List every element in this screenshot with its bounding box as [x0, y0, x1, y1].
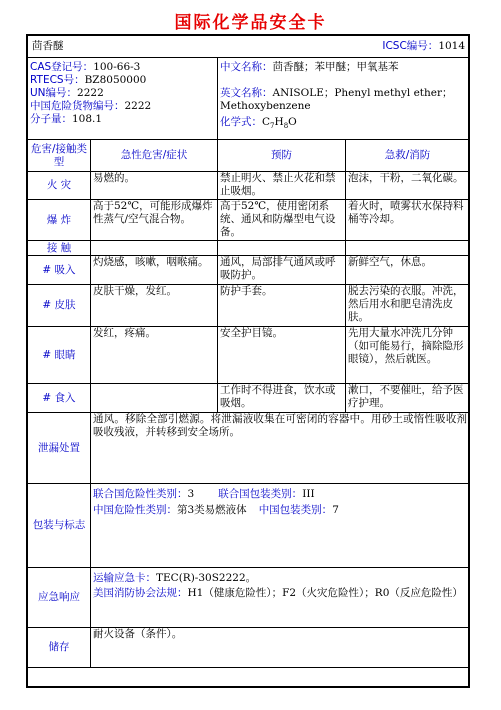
- inhalation-label: # 吸入: [28, 256, 91, 285]
- inhalation-acute: 灼烧感，咳嗽，咽喉痛。: [91, 256, 218, 285]
- ident-right: [218, 58, 470, 140]
- spill-label: 泄漏处置: [28, 413, 91, 484]
- un-row: UN编号：2222: [30, 87, 104, 99]
- explosion-prevention: 高于52℃，使用密闭系统、通风和防爆型电气设备。: [218, 200, 346, 241]
- header-row: [28, 36, 470, 58]
- page-title: 国际化学品安全卡: [174, 13, 327, 33]
- skin-label: # 皮肤: [28, 285, 91, 327]
- explosion-acute: 高于52℃，可能形成爆炸性蒸气/空气混合物。: [91, 200, 218, 241]
- contact-label: 接 触: [28, 241, 91, 256]
- fire-prevention: 禁止明火、禁止火花和禁止吸烟。: [218, 172, 346, 200]
- safety-card-table: [27, 35, 470, 668]
- inhalation-row: [28, 256, 470, 285]
- ingestion-row: [28, 384, 470, 413]
- column-header-row: [28, 140, 470, 172]
- packaging-label: 包装与标志: [28, 484, 91, 568]
- emergency-content: [91, 568, 470, 628]
- identification-row: [28, 58, 470, 140]
- cn-danger-row: 中国危险货物编号：2222: [30, 100, 152, 112]
- spill-text: 通风。移除全部引燃源。将泄漏液收集在可密闭的容器中。用砂土或惰性吸收剂吸收残液，并转移到安全场所。: [91, 413, 470, 484]
- eyes-firstaid: 先用大量水冲洗几分钟（如可能易行，摘除隐形眼镜），然后就医。: [346, 327, 470, 384]
- un-class-row: 联合国危险性类别：3 联合国包装类别：III: [93, 488, 315, 500]
- explosion-row: [28, 200, 470, 241]
- ingestion-acute: [91, 384, 218, 413]
- col-prevention: 预防: [218, 140, 346, 172]
- formula-row: 化学式：$C_7H_8O$: [220, 116, 297, 131]
- cn-class-row: 中国危险性类别：第3类易燃液体 中国包装类别：7: [93, 504, 339, 516]
- fire-firstaid: 泡沫，干粉，二氧化碳。: [346, 172, 470, 200]
- eyes-prevention: 安全护目镜。: [218, 327, 346, 384]
- storage-row: [28, 628, 470, 668]
- col-firstaid: 急救/消防: [346, 140, 470, 172]
- transport-card-row: 运输应急卡：TEC(R)-30S2222。: [93, 572, 257, 584]
- icsc-value: 1014: [438, 40, 466, 52]
- contact-row: [28, 241, 470, 256]
- ident-left: [28, 58, 218, 140]
- storage-text: 耐火设备（条件）。: [91, 628, 470, 668]
- en-name-row-2: Methoxybenzene: [220, 100, 311, 112]
- cas-row: CAS登记号：100-66-3: [30, 61, 141, 73]
- header-cell: [28, 36, 470, 58]
- eyes-acute: 发红，疼痛。: [91, 327, 218, 384]
- icsc-label: ICSC编号：: [382, 40, 439, 52]
- mw-row: 分子量：108.1: [30, 113, 103, 125]
- skin-acute: 皮肤干燥，发红。: [91, 285, 218, 327]
- nfpa-row: 美国消防协会法规：H1（健康危险性）；F2（火灾危险性）；R0（反应危险性）: [93, 587, 463, 599]
- eyes-row: [28, 327, 470, 384]
- icsc-number: [382, 40, 465, 53]
- ingestion-prevention: 工作时不得进食，饮水或吸烟。: [218, 384, 346, 413]
- col-acute: 急性危害/症状: [91, 140, 218, 172]
- inhalation-firstaid: 新鲜空气，休息。: [346, 256, 470, 285]
- en-name-row: 英文名称：ANISOLE；Phenyl methyl ether；: [220, 87, 453, 99]
- chemical-name: 茴香醚: [32, 40, 64, 52]
- cn-name-row: 中文名称：茴香醚；苯甲醚；甲氧基苯: [220, 61, 399, 73]
- spill-row: [28, 413, 470, 484]
- skin-row: [28, 285, 470, 327]
- explosion-firstaid: 着火时，喷雾状水保持料桶等冷却。: [346, 200, 470, 241]
- emergency-row: [28, 568, 470, 628]
- packaging-content: [91, 484, 470, 568]
- inhalation-prevention: 通风，局部排气通风或呼吸防护。: [218, 256, 346, 285]
- fire-row: [28, 172, 470, 200]
- fire-acute: 易燃的。: [91, 172, 218, 200]
- storage-label: 储存: [28, 628, 91, 668]
- emergency-label: 应急响应: [28, 568, 91, 628]
- rtecs-row: RTECS号：BZ8050000: [30, 74, 147, 86]
- eyes-label: # 眼睛: [28, 327, 91, 384]
- ingestion-label: # 食入: [28, 384, 91, 413]
- skin-firstaid: 脱去污染的衣服。冲洗，然后用水和肥皂清洗皮肤。: [346, 285, 470, 327]
- ingestion-firstaid: 漱口，不要催吐，给予医疗护理。: [346, 384, 470, 413]
- packaging-row: [28, 484, 470, 568]
- explosion-label: 爆 炸: [28, 200, 91, 241]
- fire-label: 火 灾: [28, 172, 91, 200]
- skin-prevention: 防护手套。: [218, 285, 346, 327]
- col-type: 危害/接触类型: [28, 140, 91, 172]
